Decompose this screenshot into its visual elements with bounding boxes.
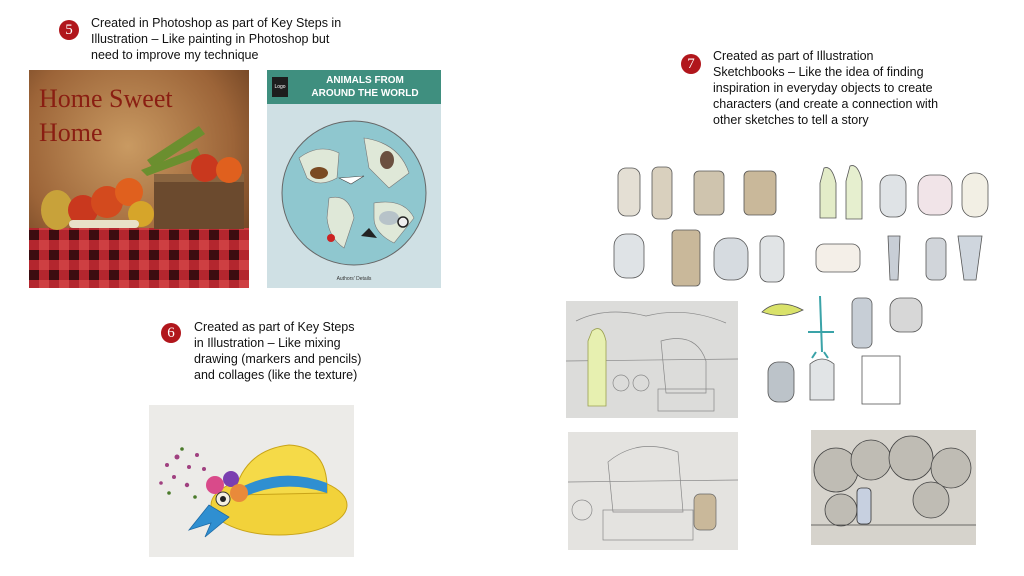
elephant-sketch-1-art bbox=[566, 301, 738, 418]
painting-title-line1: Home Sweet bbox=[39, 84, 173, 113]
book-title-line1: ANIMALS FROM bbox=[326, 75, 404, 86]
character-sketches-row-2 bbox=[610, 228, 994, 288]
elephant-sketch-2 bbox=[568, 432, 738, 550]
character-sketches-row-1 bbox=[610, 163, 994, 223]
book-authors-details: Authors' Details bbox=[336, 276, 372, 282]
step-5-badge: 5 bbox=[59, 20, 79, 40]
forest-scene-sketch bbox=[811, 430, 976, 545]
elephant-sketch-1 bbox=[566, 301, 738, 418]
elephant-sketch-2-art bbox=[568, 432, 738, 550]
step-7-badge: 7 bbox=[681, 54, 701, 74]
yellow-hat-collage bbox=[149, 405, 354, 557]
forest-scene-sketch-art bbox=[811, 430, 976, 545]
step-6-caption: Created as part of Key Steps in Illustration – Like mixing drawing (markers and pencils) and collages (like the texture) bbox=[194, 320, 362, 382]
animals-book-cover bbox=[267, 70, 441, 288]
book-title-line2: AROUND THE WORLD bbox=[311, 88, 419, 99]
step-7-caption: Created as part of Illustration Sketchbooks – Like the idea of finding inspiration in everyday objects to create characters (and create a connection with other sketches to tell a story bbox=[713, 49, 939, 127]
step-6-badge: 6 bbox=[161, 323, 181, 343]
home-sweet-home-painting bbox=[29, 70, 249, 288]
painting-title-line2: Home bbox=[39, 118, 103, 147]
small-character-cluster bbox=[758, 292, 928, 412]
step-5-caption: Created in Photoshop as part of Key Steps in Illustration – Like painting in Photoshop but need to improve my technique bbox=[91, 16, 342, 62]
painting-title bbox=[39, 82, 173, 150]
hat-artwork bbox=[149, 405, 354, 557]
world-globe-illustration bbox=[279, 118, 429, 268]
book-title bbox=[295, 74, 435, 100]
book-logo: Logo bbox=[272, 77, 288, 97]
